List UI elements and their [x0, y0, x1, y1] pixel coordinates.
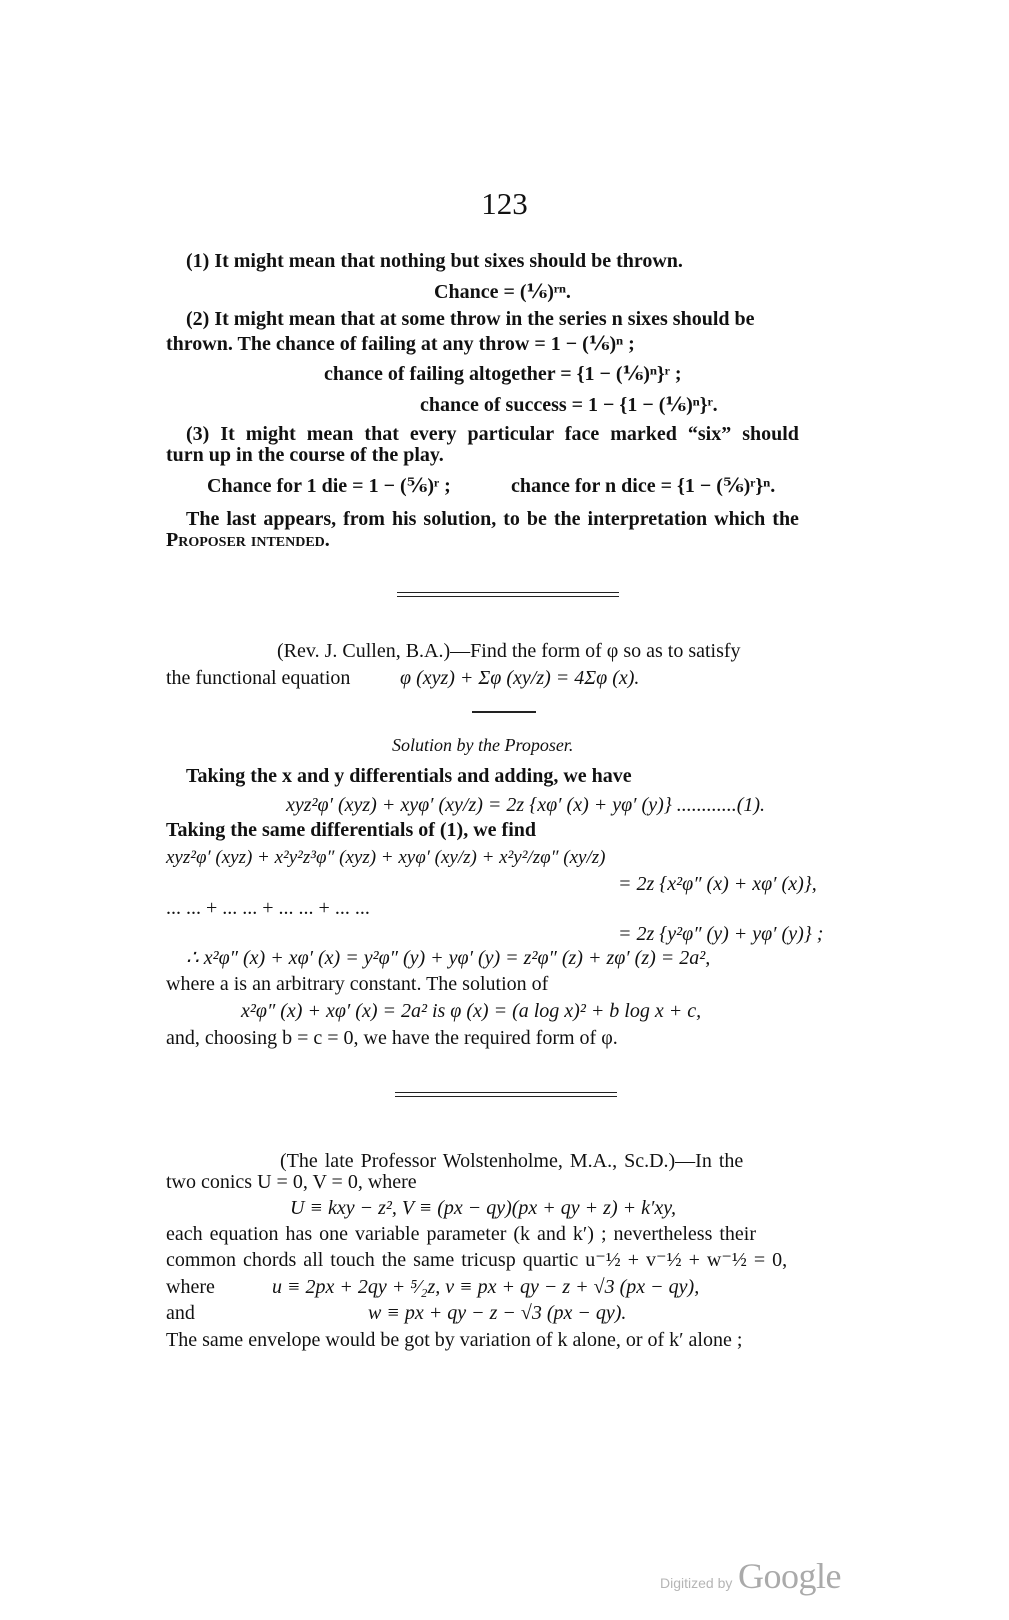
text-line: Proposer intended.	[166, 529, 330, 551]
text-line: (2) It might mean that at some throw in the series n sixes should be	[186, 308, 755, 330]
digitized-watermark	[660, 1555, 870, 1599]
text-line: where	[166, 1276, 215, 1298]
text-line: and	[166, 1302, 195, 1324]
page-number: 123	[481, 186, 528, 221]
equation-line: xyz²φ′ (xyz) + xyφ′ (xy/z) = 2z {xφ′ (x) + yφ′ (y)} ............(1).	[286, 794, 766, 816]
google-logo: Google	[738, 1556, 841, 1596]
question-text: (Rev. J. Cullen, B.A.)—Find the form of φ so as to satisfy	[277, 640, 741, 662]
equation-line: chance of failing altogether = {1 − (⅙)ⁿ}ʳ ;	[324, 363, 682, 385]
equation-line: Chance for 1 die = 1 − (⅚)ʳ ;	[207, 475, 451, 497]
text-line: The last appears, from his solution, to be the interpretation which the	[186, 508, 799, 530]
solution-heading	[392, 733, 573, 757]
equation-line: φ (xyz) + Σφ (xy/z) = 4Σφ (x).	[400, 667, 640, 689]
question-text: (The late Professor Wolstenholme, M.A., Sc.D.)—In the	[280, 1150, 744, 1172]
text-line: Taking the same differentials of (1), we find	[166, 819, 536, 841]
section-divider	[397, 592, 619, 597]
ellipsis-line: ... ... + ... ... + ... ... + ... ...	[166, 897, 370, 919]
section-divider	[395, 1092, 617, 1097]
question-text: two conics U = 0, V = 0, where	[166, 1171, 417, 1193]
text-line: (3) It might mean that every particular face marked “six” should	[186, 423, 799, 445]
text-line: and, choosing b = c = 0, we have the required form of φ.	[166, 1027, 618, 1049]
equation-line: chance of success = 1 − {1 − (⅙)ⁿ}ʳ.	[420, 394, 718, 416]
equation-line: = 2z {x²φ″ (x) + xφ′ (x)},	[618, 873, 817, 895]
equation-line: chance for n dice = {1 − (⅚)ʳ}ⁿ.	[511, 475, 776, 497]
equation-line: x²φ″ (x) + xφ′ (x) = 2a² is φ (x) = (a log x)² + b log x + c,	[241, 1000, 702, 1022]
equation-line: U ≡ kxy − z², V ≡ (px − qy)(px + qy + z) + k′xy,	[290, 1197, 677, 1219]
equation-line: w ≡ px + qy − z − √3 (px − qy).	[368, 1302, 627, 1324]
text-line: turn up in the course of the play.	[166, 444, 444, 466]
text-line: common chords all touch the same tricusp quartic u⁻½ + v⁻½ + w⁻½ = 0,	[166, 1249, 788, 1271]
equation-line: u ≡ 2px + 2qy + ⁵⁄₂z, v ≡ px + qy − z + √3 (px − qy),	[272, 1276, 700, 1298]
text-line: thrown. The chance of failing at any throw = 1 − (⅙)ⁿ ;	[166, 333, 635, 355]
text-line: Taking the x and y differentials and adding, we have	[186, 765, 632, 787]
text-line: each equation has one variable parameter (k and k′) ; nevertheless their	[166, 1223, 757, 1245]
short-rule	[472, 711, 536, 713]
equation-line: Chance = (⅙)ʳⁿ.	[434, 281, 571, 303]
equation-line: ∴ x²φ″ (x) + xφ′ (x) = y²φ″ (y) + yφ′ (y) = z²φ″ (z) + zφ′ (z) = 2a²,	[186, 947, 711, 969]
text-line: where a is an arbitrary constant. The solution of	[166, 973, 549, 995]
text-line: (1) It might mean that nothing but sixes should be thrown.	[186, 250, 683, 272]
equation-line: xyz²φ′ (xyz) + x²y²z³φ″ (xyz) + xyφ′ (xy/z) + x²y²/zφ″ (xy/z)	[166, 847, 606, 868]
equation-line: = 2z {y²φ″ (y) + yφ′ (y)} ;	[618, 923, 824, 945]
text-line: The same envelope would be got by variation of k alone, or of k′ alone ;	[166, 1329, 743, 1351]
question-text: the functional equation	[166, 667, 351, 689]
digitized-by-text: Digitized by	[660, 1575, 733, 1591]
solution-heading-text: Solution by the Proposer.	[392, 735, 574, 755]
